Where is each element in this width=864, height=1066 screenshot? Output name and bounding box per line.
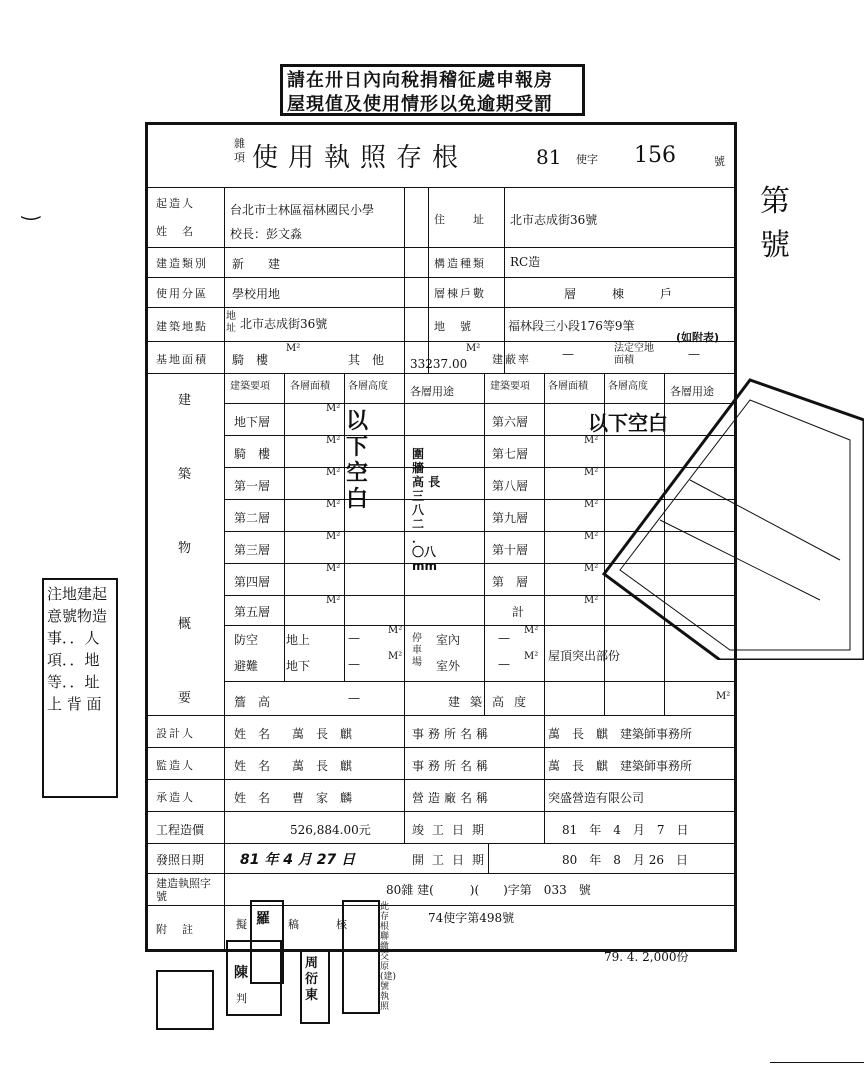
parking-label: 停車場 <box>412 633 422 668</box>
build-type-label: 建造類別 <box>156 257 208 270</box>
handwritten-blank-right: 以下空白 <box>588 411 668 435</box>
designer-name: 萬 長 麒 <box>292 727 353 741</box>
completion-label: 竣工日期 <box>412 823 493 837</box>
above-value: — <box>348 631 360 645</box>
notes-value: 74使字第498號 <box>428 911 515 925</box>
col-header-5: 建築要項 <box>490 381 530 392</box>
seal-stamp-3 <box>342 900 380 1014</box>
builder-label-2: 姓 名 <box>156 225 195 238</box>
permit-number: 156 <box>634 143 676 168</box>
seal-label-2: 稿 <box>288 918 299 931</box>
other-label: 其 他 <box>348 353 385 367</box>
zoning-value: 學校用地 <box>232 287 281 301</box>
unit-m2: M² <box>326 595 341 606</box>
title-prefix: 雜 項 <box>234 137 245 164</box>
building-label-4: 概 <box>178 617 192 632</box>
designer-office: 萬 長 麒 建築師事務所 <box>548 727 693 741</box>
wall-note: 圍 牆 高 長 三 八 二 ． 〇八 mm <box>412 447 441 573</box>
annex-label: 騎 樓 <box>232 353 269 367</box>
address-label: 住 址 <box>434 213 486 226</box>
col-header-7: 各層高度 <box>608 381 648 392</box>
above-label: 地上 <box>286 633 311 647</box>
permit-char: 使字 <box>576 153 598 166</box>
base-area-unit-1: M² <box>286 343 301 354</box>
col-header-2: 各層面積 <box>290 381 330 392</box>
permit-label: 建造執照字號 <box>156 877 211 903</box>
floors-value: 層 棟 戶 <box>564 287 673 301</box>
address-value: 北市志成街36號 <box>510 213 598 227</box>
builder-value-2: 校長：彭文淼 <box>230 227 303 241</box>
zoning-label: 使用分區 <box>156 287 208 300</box>
permit-year: 81 <box>536 145 562 169</box>
col-header-4: 各層用途 <box>410 385 454 398</box>
floor-right-2: 第七層 <box>492 447 529 461</box>
seal-draft: 羅 <box>250 900 284 984</box>
lot-label: 地 號 <box>434 320 473 333</box>
floor-right-4: 第九層 <box>492 511 529 525</box>
cost-label: 工程造價 <box>156 823 205 837</box>
supervisor-office: 萬 長 麒 建築師事務所 <box>548 759 693 773</box>
outdoor-value: — <box>498 657 510 671</box>
col-header-6: 各層面積 <box>548 381 588 392</box>
contractor-name: 曹 家 麟 <box>292 791 353 805</box>
print-info: 79. 4. 2,000份 <box>604 950 689 964</box>
unit-m2: M² <box>326 563 341 574</box>
eave-label: 簷 高 <box>234 695 271 709</box>
unit-m2: M² <box>584 499 599 510</box>
unit-m2: M² <box>584 435 599 446</box>
bldg-height-label: 建築高度 <box>448 695 537 709</box>
unit-m2: M² <box>326 499 341 510</box>
supervisor-name: 萬 長 麒 <box>292 759 353 773</box>
contractor-firm: 突盛營造有限公司 <box>548 791 645 805</box>
unit-m2: M² <box>524 625 539 636</box>
building-label-3: 物 <box>178 541 192 556</box>
supervisor-label: 監造人 <box>156 759 195 772</box>
designer-office-label: 事務所名稱 <box>412 727 493 741</box>
floor-right-1: 第六層 <box>492 415 529 429</box>
contractor-label: 承造人 <box>156 791 195 804</box>
bottom-rule <box>770 1062 864 1063</box>
margin-mark: ‿ <box>22 196 40 221</box>
floor-left-5: 第三層 <box>234 543 271 557</box>
unit-m2: M² <box>524 651 539 662</box>
designer-name-label: 姓 名 <box>234 727 271 741</box>
issue-label: 發照日期 <box>156 853 205 867</box>
indoor-value: — <box>498 631 510 645</box>
unit-m2: M² <box>326 531 341 542</box>
unit-m2: M² <box>388 625 403 636</box>
build-type-value: 新 建 <box>232 257 281 271</box>
seal-label-4: 判 <box>236 992 247 1005</box>
permit-value: 80雜 建( )( )字第 033 號 <box>386 883 591 897</box>
start-value: 80 年 8 月 26 日 <box>562 853 688 867</box>
below-value: — <box>348 657 360 671</box>
indoor-label: 室內 <box>436 633 461 647</box>
supervisor-office-label: 事務所名稱 <box>412 759 493 773</box>
unit-m2: M² <box>584 595 599 606</box>
start-label: 開工日期 <box>412 853 493 867</box>
floors-label: 層棟戶數 <box>434 287 486 300</box>
permit-suffix: 號 <box>714 155 725 168</box>
site-value: 北市志成街36號 <box>240 317 328 331</box>
coverage-value: — <box>562 347 574 361</box>
building-label-2: 築 <box>178 467 192 482</box>
floor-left-3: 第一層 <box>234 479 271 493</box>
open-space-label: 法定空地面積 <box>614 343 654 366</box>
shelter-label-1: 防空 <box>234 633 259 647</box>
col-header-8: 各層用途 <box>670 385 714 398</box>
structure-value: RC造 <box>510 255 541 269</box>
designer-label: 設計人 <box>156 727 195 740</box>
unit-m2: M² <box>584 563 599 574</box>
seal-label-3: 核 <box>336 918 347 931</box>
seal-square <box>156 970 214 1030</box>
overlap-stamp-fragment <box>600 360 864 660</box>
stamp-line-2: 屋現值及使用情形以免逾期受罰 <box>287 94 553 115</box>
header-stamp <box>280 64 585 116</box>
floor-left-2: 騎 樓 <box>234 447 271 461</box>
handwritten-blank-left: 以 下 空 白 <box>346 409 369 512</box>
supervisor-name-label: 姓 名 <box>234 759 271 773</box>
floor-right-3: 第八層 <box>492 479 529 493</box>
col-header-1: 建築要項 <box>230 381 270 392</box>
lot-note: (如附表) <box>676 331 720 344</box>
unit-m2: M² <box>326 435 341 446</box>
seal-label-1: 擬 <box>236 918 247 931</box>
unit-m2: M² <box>388 651 403 662</box>
floor-right-6: 第 層 <box>492 575 529 589</box>
stamp-line-1: 請在卅日內向稅捐稽征處申報房 <box>287 70 553 91</box>
side-note-box: 注地建起 意號物造 事．．人 項．．地 等．．址 上 背 面 <box>42 578 118 798</box>
coverage-label: 建蔽率 <box>492 353 531 366</box>
contractor-name-label: 姓 名 <box>234 791 271 805</box>
roof-label: 屋頂突出部份 <box>548 649 621 663</box>
unit-m2: M² <box>326 403 341 414</box>
building-label-5: 要 <box>178 691 192 706</box>
lot-value: 福林段三小段176等9筆 <box>508 319 635 333</box>
completion-value: 81 年 4 月 7 日 <box>562 823 689 837</box>
issue-value: 81 年 4 月 27 日 <box>240 852 356 868</box>
unit-m2: M² <box>326 467 341 478</box>
floor-right-5: 第十層 <box>492 543 529 557</box>
floor-left-4: 第二層 <box>234 511 271 525</box>
builder-label-1: 起造人 <box>156 197 195 210</box>
site-sub: 地址 <box>226 311 236 334</box>
building-label-1: 建 <box>178 393 192 408</box>
col-header-3: 各層高度 <box>348 381 388 392</box>
form-title: 使用執照存根 <box>252 143 469 173</box>
floor-left-6: 第四層 <box>234 575 271 589</box>
cost-value: 526,884.00元 <box>290 823 371 837</box>
side-text: 此存根聯繳交原(建)號執照 <box>380 902 397 1012</box>
right-margin-text: 第 號 <box>760 184 790 263</box>
floor-left-7: 第五層 <box>234 605 271 619</box>
site-label: 建築地點 <box>156 320 208 333</box>
shelter-label-2: 避難 <box>234 659 259 673</box>
unit-m2: M² <box>584 531 599 542</box>
structure-label: 構造種類 <box>434 257 486 270</box>
contractor-firm-label: 營造廠名稱 <box>412 791 493 805</box>
unit-m2: M² <box>584 467 599 478</box>
seal-stamp-2: 周衍東 <box>300 950 330 1024</box>
below-label: 地下 <box>286 659 311 673</box>
outdoor-label: 室外 <box>436 659 461 673</box>
open-space-value: — <box>688 347 700 361</box>
eave-value: — <box>348 691 360 705</box>
base-area-label: 基地面積 <box>156 353 208 366</box>
base-area-unit-2: M² <box>466 343 481 354</box>
floor-right-7: 計 <box>512 605 525 619</box>
builder-value-1: 台北市士林區福林國民小學 <box>230 203 375 217</box>
notes-label: 附 註 <box>156 923 195 936</box>
bldg-height-unit: M² <box>716 691 731 702</box>
seal-stamp-1: 陳 <box>226 940 282 1016</box>
floor-left-1: 地下層 <box>234 415 271 429</box>
base-area-value: 33237.00 <box>410 357 468 371</box>
